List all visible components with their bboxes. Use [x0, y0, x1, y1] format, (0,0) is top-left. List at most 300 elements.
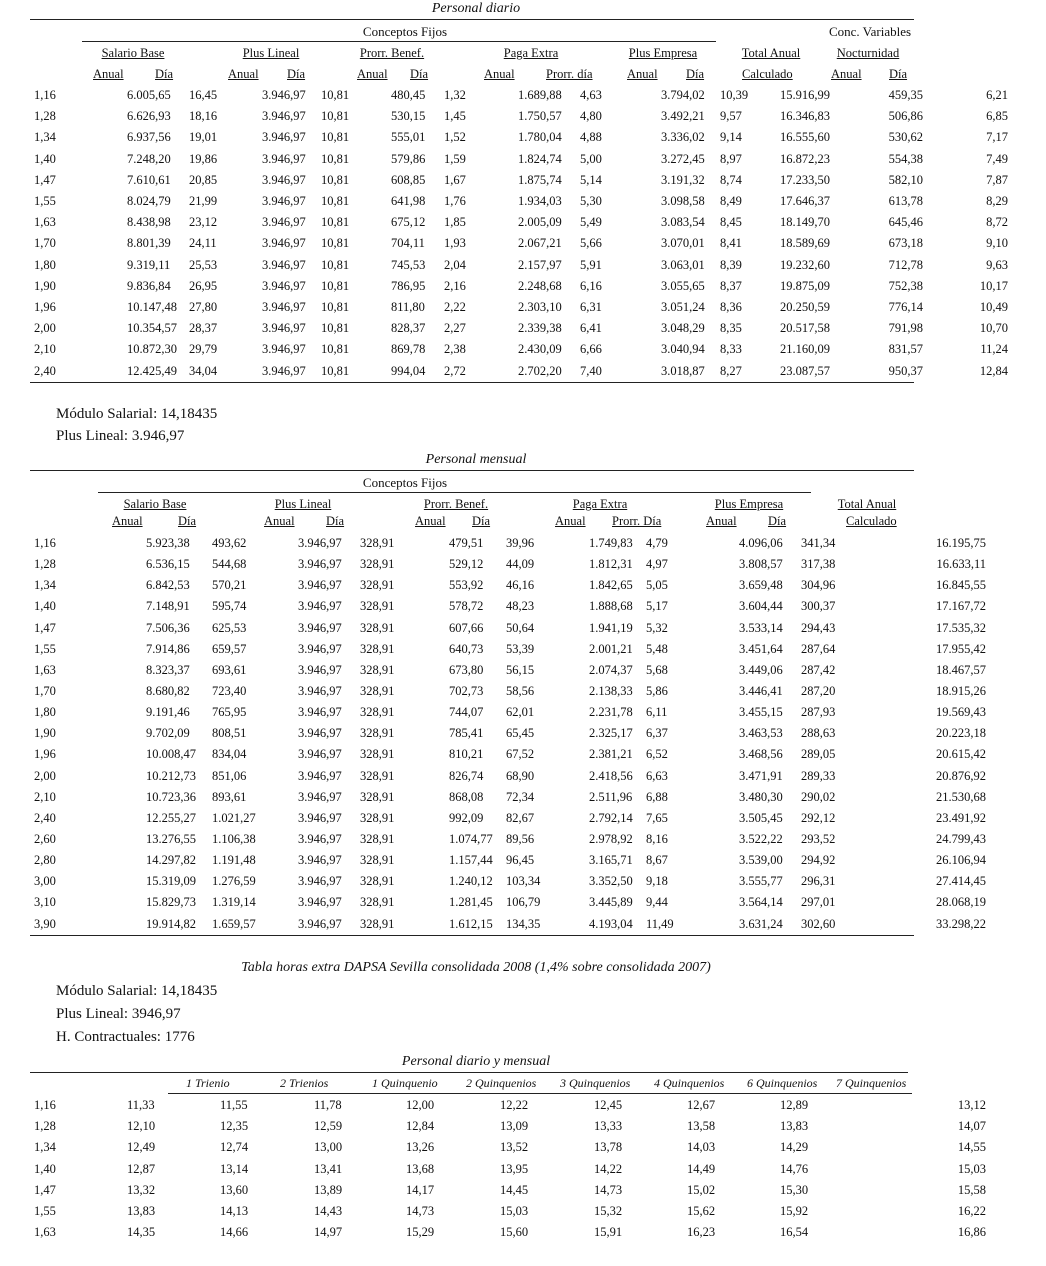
overtime-table	[0, 1095, 1030, 1243]
overtime-caption: Tabla horas extra DAPSA Sevilla consolidada 2008 (1,4% sobre consolidada 2007)	[241, 960, 711, 975]
table-cell: 1,80	[34, 257, 56, 272]
table-cell: 3.449,06	[739, 662, 783, 677]
table-cell: 6,88	[646, 789, 668, 804]
table-cell: 7,17	[986, 130, 1008, 145]
table-cell: 16,22	[957, 1204, 986, 1219]
table-cell: 13,52	[500, 1140, 529, 1155]
table-cell: 493,62	[212, 536, 247, 551]
table-row	[0, 170, 1046, 191]
table-cell: 288,63	[801, 726, 836, 741]
table-cell: 554,38	[888, 151, 923, 166]
table-cell: 328,91	[360, 578, 395, 593]
table-cell: 14,13	[220, 1204, 249, 1219]
table-cell: 68,90	[506, 768, 535, 783]
table-cell: 1.842,65	[589, 578, 633, 593]
table-cell: 328,91	[360, 768, 395, 783]
table-cell: 16.845,55	[936, 578, 986, 593]
table-cell: 10,81	[321, 172, 350, 187]
table-cell: 459,35	[888, 88, 923, 103]
daily-sub-label: Anual	[627, 67, 658, 81]
table-cell: 5,66	[580, 236, 602, 251]
table-cell: 2.074,37	[589, 662, 633, 677]
table-cell: 1,45	[444, 109, 466, 124]
table-cell: 3.533,14	[739, 620, 783, 635]
table-cell: 26.106,94	[936, 853, 986, 868]
table-cell: 8,41	[720, 236, 742, 251]
table-cell: 1.191,48	[212, 853, 256, 868]
table-cell: 13,78	[594, 1140, 623, 1155]
daily-sub-label: Anual	[357, 67, 388, 81]
table-cell: 1,47	[34, 172, 56, 187]
table-cell: 4.096,06	[739, 536, 783, 551]
table-cell: 15,58	[957, 1182, 986, 1197]
table-cell: 46,16	[506, 578, 535, 593]
table-cell: 10.008,47	[146, 747, 196, 762]
table-cell: 9.319,11	[127, 257, 171, 272]
table-cell: 5,86	[646, 684, 668, 699]
table-cell: 9.836,84	[127, 278, 171, 293]
table-cell: 28.068,19	[936, 895, 986, 910]
table-cell: 1,28	[34, 1119, 56, 1134]
table-cell: 19.914,82	[146, 916, 196, 931]
table-cell: 3.946,97	[262, 299, 306, 314]
table-cell: 3.946,97	[298, 705, 342, 720]
table-cell: 134,35	[506, 916, 541, 931]
table-cell: 12,59	[314, 1119, 343, 1134]
table-cell: 785,41	[449, 726, 484, 741]
table-cell: 15,32	[594, 1204, 623, 1219]
table-cell: 1.875,74	[518, 172, 562, 187]
table-cell: 23,12	[189, 215, 218, 230]
table-cell: 2,40	[34, 810, 56, 825]
table-cell: 13,14	[220, 1161, 249, 1176]
monthly-concept-label: Prorr. Benef.	[423, 497, 489, 511]
daily-concept-label: Total Anual	[741, 46, 801, 60]
table-cell: 328,91	[360, 874, 395, 889]
table-cell: 1.074,77	[449, 832, 493, 847]
table-cell: 1.240,12	[449, 874, 493, 889]
table-cell: 752,38	[888, 278, 923, 293]
table-cell: 3.272,45	[661, 151, 705, 166]
table-cell: 2,38	[444, 342, 466, 357]
table-cell: 19,01	[189, 130, 218, 145]
table-cell: 3.445,89	[589, 895, 633, 910]
table-cell: 29,79	[189, 342, 218, 357]
table-cell: 65,45	[506, 726, 535, 741]
table-row	[0, 787, 1038, 808]
table-cell: 15.916,99	[780, 88, 830, 103]
monthly-title: Personal mensual	[425, 452, 527, 467]
table-cell: 3.946,97	[262, 257, 306, 272]
table-cell: 72,34	[506, 789, 535, 804]
table-cell: 15,91	[594, 1225, 623, 1240]
monthly-sub-label: Día	[472, 514, 491, 528]
table-cell: 1.689,88	[518, 88, 562, 103]
table-cell: 4,88	[580, 130, 602, 145]
table-cell: 9,44	[646, 895, 668, 910]
table-cell: 893,61	[212, 789, 247, 804]
table-cell: 1,63	[34, 1225, 56, 1240]
table-cell: 3.946,97	[298, 832, 342, 847]
table-cell: 3.352,50	[589, 874, 633, 889]
table-cell: 595,74	[212, 599, 247, 614]
table-row	[0, 1180, 1030, 1201]
table-cell: 14,55	[957, 1140, 986, 1155]
monthly-sub-label: Anual	[555, 514, 586, 528]
table-cell: 3.946,97	[298, 599, 342, 614]
table-cell: 3.946,97	[262, 236, 306, 251]
table-cell: 3.946,97	[262, 278, 306, 293]
overtime-header-label: 2 Trienios	[280, 1076, 329, 1090]
table-row	[0, 276, 1046, 297]
table-cell: 811,80	[391, 299, 425, 314]
table-cell: 1.276,59	[212, 874, 256, 889]
table-cell: 328,91	[360, 705, 395, 720]
daily-top-rule	[30, 19, 914, 20]
table-cell: 8,33	[720, 342, 742, 357]
table-cell: 3.336,02	[661, 130, 705, 145]
table-cell: 3.604,44	[739, 599, 783, 614]
table-row	[0, 1116, 1030, 1137]
overtime-header-rule	[168, 1093, 912, 1094]
table-row	[0, 744, 1038, 765]
table-cell: 58,56	[506, 684, 535, 699]
table-cell: 14,49	[687, 1161, 716, 1176]
table-cell: 1,93	[444, 236, 466, 251]
table-cell: 10.354,57	[127, 321, 177, 336]
monthly-bottom-rule	[30, 935, 914, 936]
table-cell: 3.051,24	[661, 299, 705, 314]
daily-concept-label: Salario Base	[101, 46, 165, 60]
table-cell: 8,74	[720, 172, 742, 187]
table-cell: 1,59	[444, 151, 466, 166]
table-cell: 6.626,93	[127, 109, 171, 124]
table-cell: 8,36	[720, 299, 742, 314]
table-cell: 19.232,60	[780, 257, 830, 272]
table-row	[0, 255, 1046, 276]
table-cell: 1,63	[34, 662, 56, 677]
table-cell: 18.915,26	[936, 684, 986, 699]
daily-sub-label: Anual	[831, 67, 862, 81]
table-cell: 675,12	[391, 215, 426, 230]
table-cell: 14,73	[406, 1204, 435, 1219]
table-cell: 3.555,77	[739, 874, 783, 889]
table-cell: 18.149,70	[780, 215, 830, 230]
table-cell: 1.157,44	[449, 853, 493, 868]
table-cell: 6.005,65	[127, 88, 171, 103]
table-cell: 8,16	[646, 832, 668, 847]
table-cell: 8.024,79	[127, 194, 171, 209]
table-cell: 328,91	[360, 916, 395, 931]
monthly-concept-label: Total Anual	[837, 497, 897, 511]
daily-concept-label: Prorr. Benef.	[359, 46, 425, 60]
monthly-table	[0, 533, 1038, 935]
table-cell: 10,70	[979, 321, 1008, 336]
table-cell: 994,04	[391, 363, 426, 378]
table-cell: 14,43	[314, 1204, 343, 1219]
table-cell: 7,65	[646, 810, 668, 825]
table-cell: 14,17	[406, 1182, 435, 1197]
table-cell: 3.946,97	[298, 662, 342, 677]
table-cell: 12,84	[406, 1119, 435, 1134]
table-cell: 2,72	[444, 363, 466, 378]
table-cell: 3.946,97	[298, 895, 342, 910]
table-cell: 17.167,72	[936, 599, 986, 614]
table-cell: 3.946,97	[298, 747, 342, 762]
table-cell: 1.319,14	[212, 895, 256, 910]
table-cell: 328,91	[360, 832, 395, 847]
table-cell: 673,80	[449, 662, 484, 677]
table-cell: 15,92	[780, 1204, 809, 1219]
table-cell: 10,81	[321, 299, 350, 314]
table-cell: 723,40	[212, 684, 247, 699]
monthly-top-rule	[30, 470, 914, 471]
table-row	[0, 1137, 1030, 1158]
table-cell: 14,45	[500, 1182, 529, 1197]
table-cell: 289,05	[801, 747, 836, 762]
table-cell: 9.191,46	[146, 705, 190, 720]
table-cell: 5,32	[646, 620, 668, 635]
table-row	[0, 1095, 1030, 1116]
table-cell: 555,01	[391, 130, 426, 145]
table-cell: 289,33	[801, 768, 836, 783]
table-cell: 3.018,87	[661, 363, 705, 378]
table-cell: 13,00	[314, 1140, 343, 1155]
table-cell: 11,33	[127, 1098, 155, 1113]
monthly-group-rule	[98, 492, 811, 493]
table-cell: 1,96	[34, 747, 56, 762]
daily-sub-label: Día	[686, 67, 705, 81]
table-cell: 14,03	[687, 1140, 716, 1155]
monthly-sub-label: Calculado	[846, 514, 897, 528]
table-cell: 3.946,97	[262, 130, 306, 145]
overtime-modulo-note: Módulo Salarial: 14,18435	[56, 983, 218, 999]
table-cell: 296,31	[801, 874, 836, 889]
plus-lineal-note: Plus Lineal: 3.946,97	[56, 428, 185, 444]
table-cell: 14,73	[594, 1182, 623, 1197]
table-cell: 530,62	[888, 130, 923, 145]
table-cell: 8,72	[986, 215, 1008, 230]
overtime-plus-note: Plus Lineal: 3946,97	[56, 1006, 181, 1022]
table-cell: 765,95	[212, 705, 247, 720]
table-cell: 1,16	[34, 88, 56, 103]
table-cell: 3.522,22	[739, 832, 783, 847]
table-cell: 2.418,56	[589, 768, 633, 783]
table-cell: 304,96	[801, 578, 836, 593]
table-cell: 23.491,92	[936, 810, 986, 825]
table-cell: 18.589,69	[780, 236, 830, 251]
table-cell: 3.539,00	[739, 853, 783, 868]
overtime-top-rule	[30, 1072, 908, 1073]
table-cell: 13.276,55	[146, 832, 196, 847]
monthly-sub-label: Día	[326, 514, 345, 528]
monthly-group-fixed: Conceptos Fijos	[362, 475, 448, 490]
table-cell: 14,97	[314, 1225, 343, 1240]
table-cell: 4,63	[580, 88, 602, 103]
table-cell: 6.536,15	[146, 557, 190, 572]
table-cell: 13,41	[314, 1161, 343, 1176]
table-cell: 3.055,65	[661, 278, 705, 293]
table-cell: 15,03	[500, 1204, 529, 1219]
table-row	[0, 596, 1038, 617]
table-cell: 1,55	[34, 641, 56, 656]
table-cell: 607,66	[449, 620, 484, 635]
table-cell: 12,10	[127, 1119, 156, 1134]
overtime-header-label: 2 Quinquenios	[466, 1076, 537, 1090]
table-cell: 10,81	[321, 194, 350, 209]
table-cell: 578,72	[449, 599, 484, 614]
table-cell: 12,67	[687, 1098, 716, 1113]
table-cell: 6,31	[580, 299, 602, 314]
table-cell: 8.323,37	[146, 662, 190, 677]
overtime-header-label: 7 Quinquenios	[836, 1076, 907, 1090]
table-cell: 1.812,31	[589, 557, 633, 572]
table-cell: 26,95	[189, 278, 218, 293]
table-cell: 1,63	[34, 215, 56, 230]
table-cell: 7.248,20	[127, 151, 171, 166]
overtime-title: Personal diario y mensual	[401, 1054, 551, 1069]
monthly-sub-label: Prorr. Día	[612, 514, 662, 528]
table-cell: 89,56	[506, 832, 535, 847]
table-cell: 18.467,57	[936, 662, 986, 677]
table-cell: 1,34	[34, 1140, 56, 1155]
table-cell: 808,51	[212, 726, 247, 741]
table-cell: 28,37	[189, 321, 218, 336]
table-cell: 1,40	[34, 599, 56, 614]
table-cell: 1,85	[444, 215, 466, 230]
table-cell: 2.702,20	[518, 363, 562, 378]
table-cell: 869,78	[391, 342, 426, 357]
table-cell: 3.946,97	[298, 853, 342, 868]
table-row	[0, 639, 1038, 660]
table-cell: 3.946,97	[262, 109, 306, 124]
table-cell: 480,45	[391, 88, 426, 103]
table-cell: 16.872,23	[780, 151, 830, 166]
table-cell: 10,81	[321, 321, 350, 336]
table-cell: 21,99	[189, 194, 218, 209]
daily-concept-label: Plus Empresa	[628, 46, 698, 60]
table-cell: 293,52	[801, 832, 836, 847]
table-cell: 6.842,53	[146, 578, 190, 593]
table-cell: 2,27	[444, 321, 466, 336]
table-cell: 13,83	[127, 1204, 156, 1219]
table-cell: 3.455,15	[739, 705, 783, 720]
table-cell: 3.048,29	[661, 321, 705, 336]
table-cell: 544,68	[212, 557, 247, 572]
table-cell: 834,04	[212, 747, 247, 762]
table-cell: 3.070,01	[661, 236, 705, 251]
table-cell: 704,11	[391, 236, 425, 251]
table-cell: 693,61	[212, 662, 247, 677]
table-cell: 10,17	[979, 278, 1008, 293]
table-row	[0, 554, 1038, 575]
table-cell: 1.824,74	[518, 151, 562, 166]
table-cell: 19.875,09	[780, 278, 830, 293]
table-cell: 6,21	[986, 88, 1008, 103]
table-cell: 13,60	[220, 1182, 249, 1197]
table-row	[0, 1159, 1030, 1180]
daily-sub-label: Anual	[228, 67, 259, 81]
table-cell: 2.303,10	[518, 299, 562, 314]
table-cell: 5,68	[646, 662, 668, 677]
table-cell: 1,16	[34, 1098, 56, 1113]
monthly-sub-label: Anual	[112, 514, 143, 528]
table-cell: 613,78	[888, 194, 923, 209]
table-cell: 16,23	[687, 1225, 716, 1240]
table-cell: 328,91	[360, 895, 395, 910]
table-cell: 5,14	[580, 172, 602, 187]
table-cell: 529,12	[449, 557, 484, 572]
table-cell: 9,18	[646, 874, 668, 889]
overtime-hours-note: H. Contractuales: 1776	[56, 1029, 195, 1045]
table-cell: 15,62	[687, 1204, 716, 1219]
table-cell: 8,35	[720, 321, 742, 336]
table-cell: 3.946,97	[262, 321, 306, 336]
table-cell: 1,90	[34, 726, 56, 741]
table-cell: 3.946,97	[262, 194, 306, 209]
table-cell: 16.195,75	[936, 536, 986, 551]
table-cell: 2.381,21	[589, 747, 633, 762]
overtime-header-label: 6 Quinquenios	[747, 1076, 818, 1090]
table-row	[0, 575, 1038, 596]
table-cell: 53,39	[506, 641, 535, 656]
table-cell: 1,34	[34, 130, 56, 145]
table-cell: 3.659,48	[739, 578, 783, 593]
table-cell: 10.212,73	[146, 768, 196, 783]
table-cell: 12,74	[220, 1140, 249, 1155]
table-cell: 1.106,38	[212, 832, 256, 847]
table-cell: 328,91	[360, 620, 395, 635]
daily-concept-label: Nocturnidad	[836, 46, 900, 60]
table-cell: 328,91	[360, 726, 395, 741]
table-cell: 3.040,94	[661, 342, 705, 357]
table-row	[0, 149, 1046, 170]
monthly-concept-label: Plus Empresa	[714, 497, 784, 511]
table-cell: 8,39	[720, 257, 742, 272]
table-cell: 3.451,64	[739, 641, 783, 656]
table-cell: 6,37	[646, 726, 668, 741]
table-cell: 2.325,17	[589, 726, 633, 741]
table-row	[0, 871, 1038, 892]
table-row	[0, 914, 1038, 935]
table-row	[0, 339, 1046, 360]
table-cell: 1,76	[444, 194, 466, 209]
table-cell: 1.780,04	[518, 130, 562, 145]
table-cell: 3.946,97	[298, 768, 342, 783]
table-row	[0, 127, 1046, 148]
table-cell: 3.191,32	[661, 172, 705, 187]
table-cell: 10,81	[321, 236, 350, 251]
table-cell: 3,90	[34, 916, 56, 931]
table-cell: 10,81	[321, 342, 350, 357]
table-cell: 3.946,97	[298, 620, 342, 635]
table-cell: 27,80	[189, 299, 218, 314]
table-cell: 13,95	[500, 1161, 529, 1176]
table-row	[0, 808, 1038, 829]
table-cell: 1,70	[34, 684, 56, 699]
table-cell: 328,91	[360, 557, 395, 572]
table-cell: 625,53	[212, 620, 247, 635]
table-cell: 11,24	[980, 342, 1008, 357]
daily-group-fixed: Conceptos Fijos	[362, 24, 448, 39]
table-cell: 287,64	[801, 641, 836, 656]
table-cell: 12,89	[780, 1098, 809, 1113]
table-cell: 828,37	[391, 321, 426, 336]
table-cell: 3.946,97	[262, 172, 306, 187]
table-cell: 868,08	[449, 789, 484, 804]
table-cell: 4,97	[646, 557, 668, 572]
daily-group-variable: Conc. Variables	[828, 24, 912, 39]
